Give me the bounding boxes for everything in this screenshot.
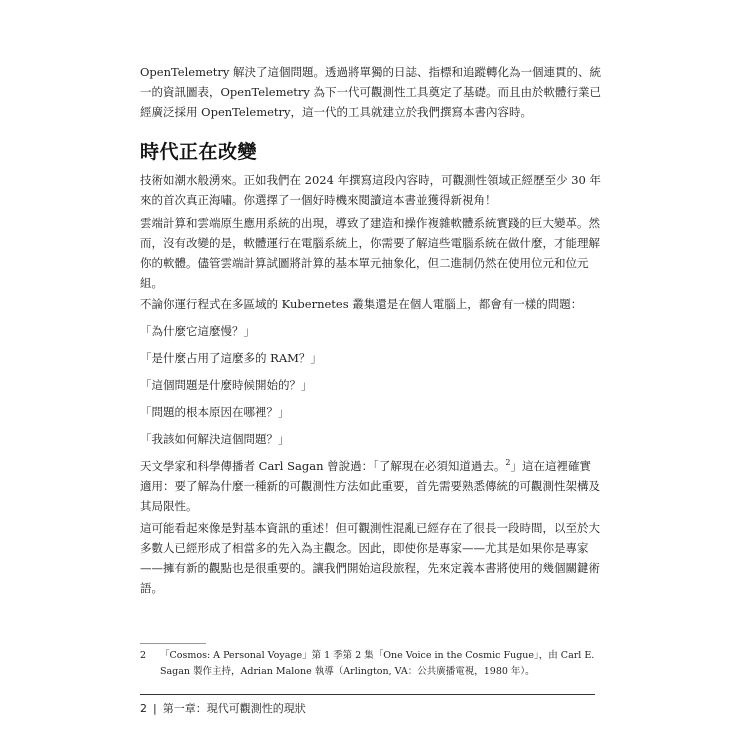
footnote-ref-link[interactable]: 2	[505, 458, 511, 468]
page-footer	[140, 700, 306, 716]
footnote-text: 「Cosmos: A Personal Voyage」第 1 季第 2 集「One Voice in the Cosmic Fugue」，由 Carl E. Sagan 製作主持，Adrian Malone 執導（Arlington, VA：公共廣播電視，1980 年）。	[160, 650, 595, 677]
footnote-number: 2	[140, 650, 147, 661]
sagan-text-start: 天文學家和科學傳播者 Carl Sagan 曾說過：「了解現在必須知道過去。	[140, 459, 506, 473]
paragraph-terms: 這可能看起來像是對基本資訊的重述！但可觀測性混亂已經存在了很長一段時間，以至於大多數人已經形成了相當多的先入為主觀念。因此，即使你是專家——尤其是如果你是專家——擁有新的觀點也是很重要的。讓我們開始這段旅程，先來定義本書將使用的幾個關鍵術語。	[140, 521, 600, 595]
question-quote-3: 「這個問題是什麼時候開始的？」	[140, 378, 313, 392]
question-quote-2: 「是什麼占用了這麼多的 RAM？」	[140, 351, 322, 365]
paragraph-kubernetes: 不論你運行程式在多區域的 Kubernetes 叢集還是在個人電腦上，都會有一樣的問題：	[140, 297, 583, 311]
paragraph-carl-sagan	[140, 456, 602, 516]
paragraph-tech-wave: 技術如潮水般湧來。正如我們在 2024 年撰寫這段內容時，可觀測性領域正經歷至少 30 年來的首次真正海嘯。你選擇了一個好時機來閱讀這本書並獲得新視角！	[140, 173, 602, 207]
paragraph-cloud: 雲端計算和雲端原生應用系統的出現，導致了建造和操作複雜軟體系統實踐的巨大變革。然而，沒有改變的是，軟體運行在電腦系統上，你需要了解這些電腦系統在做什麼，才能理解你的軟體。儘管雲端計算試圖將計算的基本單元抽象化，但二進制仍然在使用位元和位元組。	[140, 216, 600, 290]
page-number: 2	[140, 702, 147, 715]
footnote	[140, 648, 600, 680]
question-quote-5: 「我該如何解決這個問題？」	[140, 432, 290, 446]
footnote-divider	[140, 643, 206, 644]
chapter-title: 第一章：現代可觀測性的現狀	[162, 702, 306, 715]
footer-separator: |	[153, 702, 157, 715]
question-quote-1: 「為什麼它這麼慢？」	[140, 324, 255, 338]
section-heading: 時代正在改變	[140, 141, 258, 163]
sagan-text-end: 」這在這裡確實適用：要了解為什麼一種新的可觀測性方法如此重要，首先需要熟悉傳統的可觀測性架構及其局限性。	[140, 459, 600, 513]
question-quote-4: 「問題的根本原因在哪裡？」	[140, 405, 290, 419]
intro-paragraph: OpenTelemetry 解決了這個問題。透過將單獨的日誌、指標和追蹤轉化為一個連貫的、統一的資訊圖表，OpenTelemetry 為下一代可觀測性工具奠定了基礎。而且由於軟體行業已經廣泛採用 OpenTelemetry，這一代的工具就建立於我們撰寫本書內容時。	[140, 65, 602, 119]
footer-divider	[140, 694, 595, 695]
